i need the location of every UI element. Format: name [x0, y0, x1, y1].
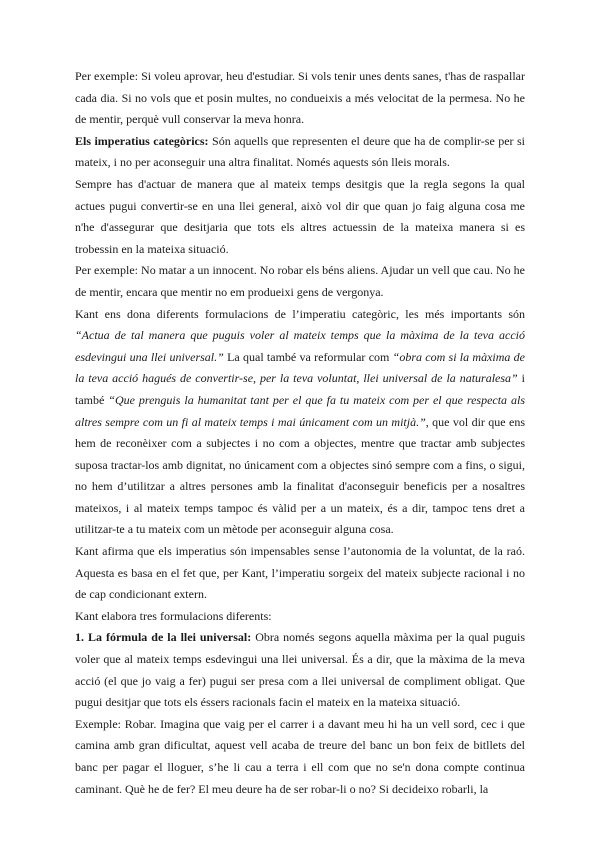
categorical-definition: Són aquells que representen el deure que ha de complir-se per si mateix, i no per aconseguir una altra finalitat. Només aquests són lleis morals.	[75, 133, 526, 170]
paragraph-autonomy: Kant afirma que els imperatius són impensables sense l’autonomia de la voluntat, de la raó. Aquesta es basa en el fet que, per Kant, l’imperatiu sorgeix del mateix subjecte racional i no de cap condicionant extern.	[75, 544, 525, 602]
formulations-intro: Kant ens dona diferents formulacions de l’imperatiu categòric, les més importants són	[75, 306, 525, 321]
heading-universal-law-formula: 1. La fórmula de la llei universal:	[75, 630, 252, 645]
formulations-explanation: , que vol dir que ens hem de reconèixer com a subjectes i no com a objectes, mentre que tractar amb subjectes suposa tractar-los amb dignitat, no únicament com a objectes sinó sempre com a fins, o sigui, no hem d’utilitzar a altres persones amb la finalitat d'aconseguir beneficis per a nosaltres mateixos, i al mateix temps tampoc és vàlid per a un mateix, és a dir, tampoc tens dret a utilitzar-te a tu mateix com un mètode per aconseguir alguna cosa.	[75, 414, 526, 537]
paragraph-example-hypothetical: Per exemple: Si voleu aprovar, heu d'estudiar. Si vols tenir unes dents sanes, t'has de raspallar cada dia. Si no vols que et posin multes, no condueixis a més velocitat de la permesa. No he de mentir, perquè vull conservar la meva honra.	[75, 69, 525, 127]
paragraph-example-categorical: Per exemple: No matar a un innocent. No robar els béns aliens. Ajudar un vell que cau. No he de mentir, encara que mentir no em produeixi gens de vergonya.	[75, 263, 525, 299]
quote-universal-law: “Actua de tal manera que puguis voler al mateix temps que la màxima de la teva acció esdevingui una llei universal.”	[75, 328, 525, 364]
paragraph-always-act: Sempre has d'actuar de manera que al mateix temps desitgis que la regla segons la qual actues pugui convertir-se en una llei general, això vol dir que quan jo faig alguna cosa me n'he d'assegurar que desitjaria que tots els altres actuessin de la mateixa manera si es trobessin en la mateixa situació.	[75, 176, 525, 256]
paragraph-three-formulations: Kant elabora tres formulacions diferents:	[75, 608, 272, 623]
formulations-also: i també	[75, 371, 526, 407]
quote-law-of-nature: “obra com si la màxima de la teva acció hagués de convertir-se, per la teva voluntat, llei universal de la naturalesa”	[75, 349, 525, 386]
heading-categorical-imperatives: Els imperatius categòrics:	[75, 133, 209, 148]
formulations-reformulate: La qual també va reformular com	[223, 349, 393, 364]
paragraph-categorical-imperatives	[75, 131, 525, 174]
quote-humanity: “Que prenguis la humanitat tant per el que fa tu mateix com per el que respecta als altres sempre com un fi al mateix temps i mai únicament com un mitjà.”	[75, 392, 525, 429]
paragraph-formulations	[75, 304, 525, 542]
paragraph-example-robbery: Exemple: Robar. Imagina que vaig per el carrer i a davant meu hi ha un vell sord, cec i que camina amb gran dificultat, aquest vell acaba de treure del banc un bon feix de bitllets del banc per pagar el lloguer, s’he li cau a terra i ell com que no se'n dona compte continua caminant. Què he de fer? El meu deure ha de ser robar-li o no? Si decideixo robarli, la	[75, 716, 525, 796]
paragraph-universal-law-formula	[75, 627, 525, 713]
universal-law-text: Obra només segons aquella màxima per la qual puguis voler que al mateix temps esdevingui una llei universal. És a dir, que la màxima de la meva acció (el que jo vaig a fer) pugui ser presa com a llei universal de compliment obligat. Que pugui desitjar que tots els éssers racionals facin el mateix en la mateixa situació.	[75, 630, 526, 710]
